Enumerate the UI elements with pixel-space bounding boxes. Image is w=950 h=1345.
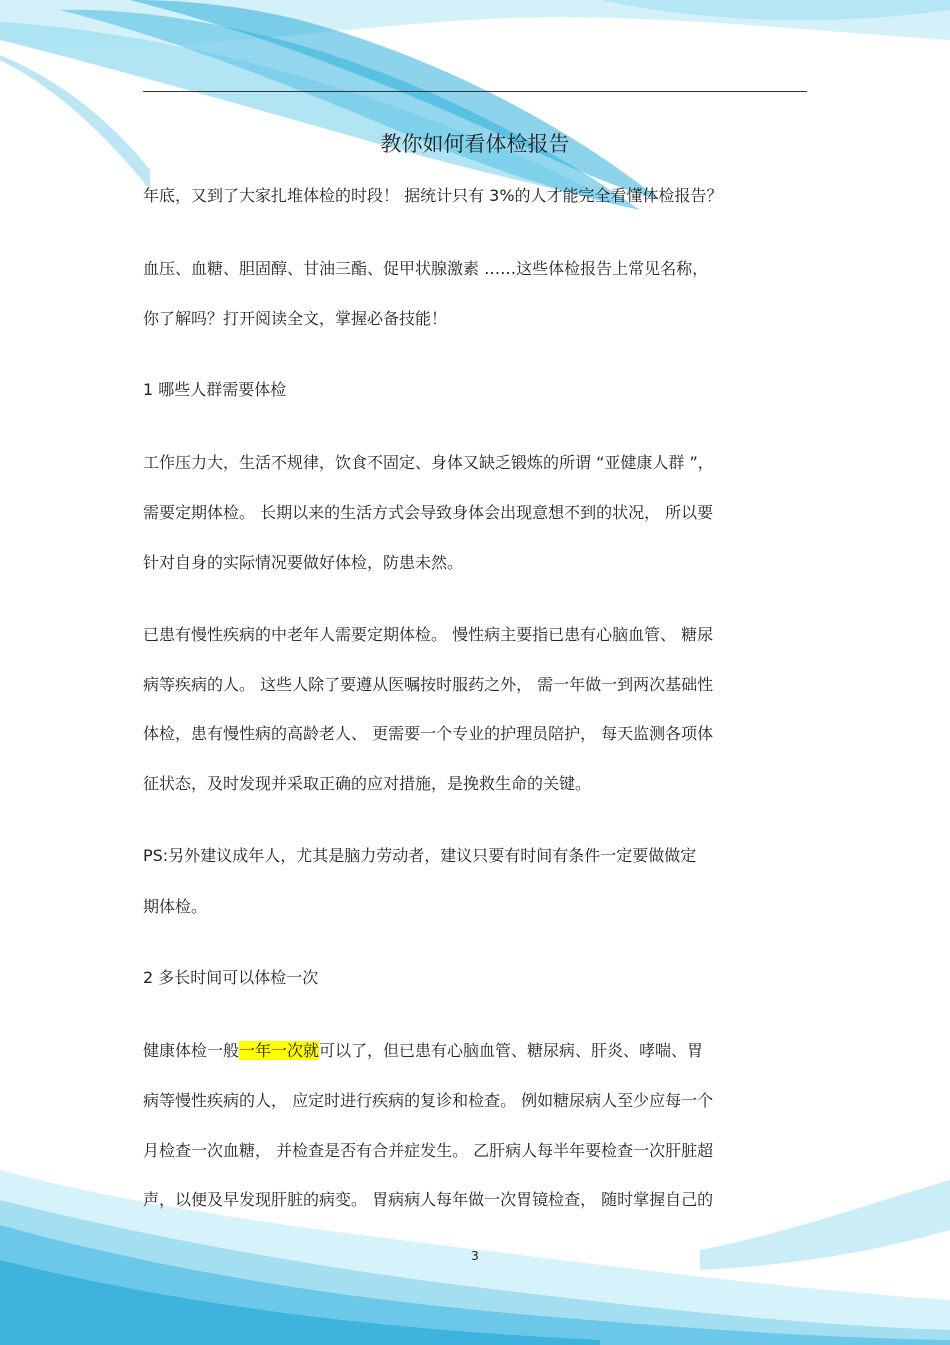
- ps-note-line-2: 期体检。: [143, 897, 208, 916]
- paragraph-3-line-1: 已患有慢性疾病的中老年人需要定期体检。 慢性病主要指已患有心脑血管、 糖尿: [143, 625, 714, 644]
- intro-line: 年底，又到了大家扎堆体检的时段！ 据统计只有 3%的人才能完全看懂体检报告？: [143, 186, 723, 205]
- paragraph-4-line-3: 月检查一次血糖， 并检查是否有合并症发生。 乙肝病人每半年要检查一次肝脏超: [143, 1141, 714, 1160]
- document-title: 教你如何看体检报告: [380, 132, 570, 156]
- paragraph-4-line-2: 病等慢性疾病的人， 应定时进行疾病的复诊和检查。 例如糖尿病人至少应每一个: [143, 1091, 714, 1110]
- paragraph-1-line-1: 血压、血糖、胆固醇、甘油三酯、促甲状腺激素 ……这些体检报告上常见名称，: [143, 259, 709, 278]
- paragraph-4-text-after-highlight: 可以了，但已患有心脑血管、糖尿病、肝炎、哮喘、胃: [319, 1041, 704, 1060]
- paragraph-2-line-2: 需要定期体检。 长期以来的生活方式会导致身体会出现意想不到的状况， 所以要: [143, 503, 714, 522]
- paragraph-4-line-1: [143, 1039, 703, 1063]
- section-heading-1: 1 哪些人群需要体检: [143, 380, 287, 399]
- ps-note-line-1: PS:另外建议成年人，尤其是脑力劳动者，建议只要有时间有条件一定要做做定: [143, 846, 697, 865]
- header-rule: [143, 91, 807, 92]
- paragraph-3-line-2: 病等疾病的人。 这些人除了要遵从医嘱按时服药之外， 需一年做一到两次基础性: [143, 675, 714, 694]
- paragraph-3-line-3: 体检，患有慢性病的高龄老人、 更需要一个专业的护理员陪护， 每天监测各项体: [143, 724, 714, 743]
- section-heading-2: 2 多长时间可以体检一次: [143, 968, 319, 987]
- highlighted-text: 一年一次就: [239, 1041, 320, 1060]
- paragraph-1-line-2: 你了解吗？打开阅读全文，掌握必备技能！: [143, 309, 448, 328]
- paragraph-4-line-4: 声，以便及早发现肝脏的病变。 胃病病人每年做一次胃镜检查， 随时掌握自己的: [143, 1190, 714, 1209]
- paragraph-3-line-4: 征状态，及时发现并采取正确的应对措施，是挽救生命的关键。: [143, 774, 592, 793]
- paragraph-2-line-1: 工作压力大，生活不规律，饮食不固定、身体又缺乏锻炼的所谓 “亚健康人群 ”，: [143, 453, 714, 472]
- paragraph-2-line-3: 针对自身的实际情况要做好体检，防患未然。: [143, 553, 464, 572]
- page-number: 3: [471, 1249, 479, 1263]
- paragraph-4-text-before-highlight: 健康体检一般: [143, 1041, 240, 1060]
